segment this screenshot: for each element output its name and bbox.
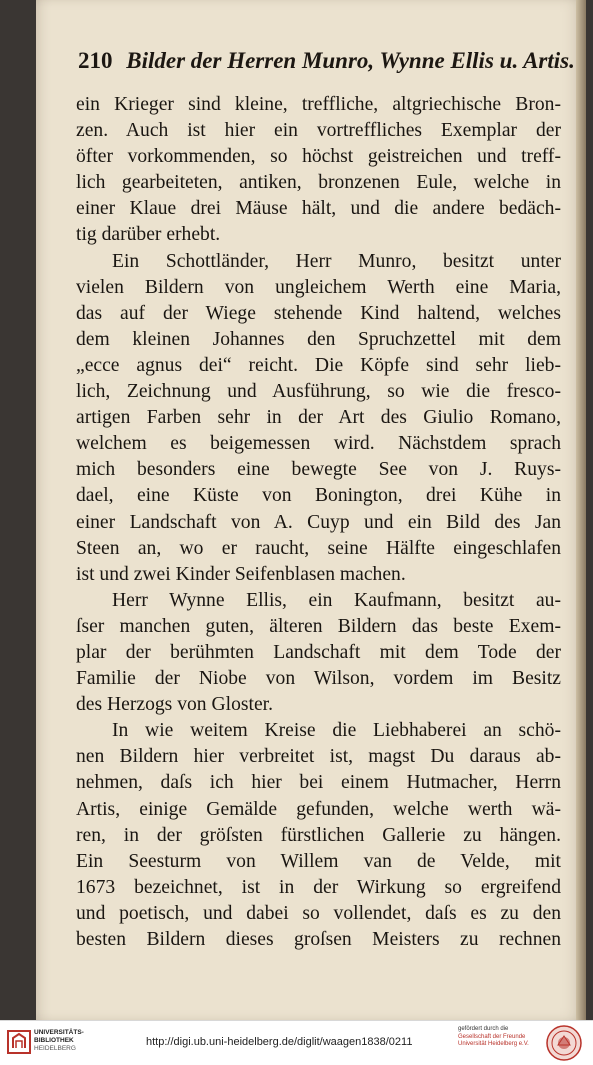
text-line: plar der berühmten Landschaft mit dem Tode der (76, 641, 561, 663)
running-head (78, 48, 575, 74)
library-name-line: UNIVERSITÄTS- (34, 1029, 84, 1036)
text-line: vielen Bildern von ungleichem Werth eine Maria, (76, 276, 561, 298)
text-line: Artis, einige Gemälde gefunden, welche werth wä- (76, 798, 561, 820)
permalink[interactable]: http://digi.ub.uni-heidelberg.de/diglit/waagen1838/0211 (146, 1036, 413, 1048)
text-line: zen. Auch ist hier ein vortreffliches Exemplar der (76, 120, 561, 142)
page-number: 210 (78, 48, 113, 73)
text-line: einer Landschaft von A. Cuyp und ein Bild des Jan (76, 511, 561, 533)
text-line: dael, eine Küste von Bonington, drei Kühe in (76, 485, 561, 507)
library-logo-icon (6, 1029, 32, 1055)
university-seal-icon (545, 1024, 583, 1062)
text-line: lich, Zeichnung und Ausführung, so wie die fresco- (76, 381, 561, 403)
text-line: „ecce agnus dei“ reicht. Die Köpfe sind sehr lieb- (76, 354, 561, 376)
library-name (34, 1029, 84, 1053)
running-title: Bilder der Herren Munro, Wynne Ellis u. Artis. (126, 48, 575, 73)
text-line: welchem es beigemessen wird. Nächstdem sprach (76, 433, 561, 455)
body-text (76, 92, 561, 953)
text-line: artigen Farben sehr in der Art des Giulio Romano, (76, 407, 561, 429)
sponsor-label: gefördert durch die (458, 1026, 509, 1032)
library-name-line: HEIDELBERG (34, 1045, 76, 1052)
text-line: nen Bildern hier verbreitet ist, magst Du daraus ab- (76, 746, 561, 768)
text-line: 1673 bezeichnet, ist in der Wirkung so ergreifend (76, 876, 561, 898)
text-line: ist und zwei Kinder Seifenblasen machen. (76, 563, 406, 585)
text-line: In wie weitem Kreise die Liebhaberei an schö- (112, 720, 561, 742)
text-line: tig darüber erhebt. (76, 224, 221, 246)
footer-bar (0, 1020, 593, 1065)
page-edge (576, 0, 586, 1020)
text-line: lich gearbeiteten, antiken, bronzenen Eule, welche in (76, 172, 561, 194)
text-line: Herr Wynne Ellis, ein Kaufmann, besitzt au- (112, 589, 561, 611)
text-line: mich besonders eine bewegte See von J. Ruys- (76, 459, 561, 481)
text-line: ein Krieger sind kleine, treffliche, altgriechische Bron- (76, 94, 561, 115)
text-line: dem kleinen Johannes den Spruchzettel mit dem (76, 328, 561, 350)
text-line: nehmen, daſs ich hier bei einem Hutmacher, Herrn (76, 772, 561, 794)
sponsor-org: Universität Heidelberg e.V. (458, 1041, 529, 1047)
library-name-line: BIBLIOTHEK (34, 1037, 74, 1044)
text-line: ſser manchen guten, älteren Bildern das beste Exem- (76, 615, 561, 637)
text-line: das auf der Wiege stehende Kind haltend, welches (76, 302, 561, 324)
text-line: öfter vorkommenden, so höchst geistreichen und treff- (76, 146, 561, 168)
text-line: Ein Schottländer, Herr Munro, besitzt unter (112, 250, 561, 272)
text-line: besten Bildern dieses groſsen Meisters zu rechnen (76, 929, 561, 950)
text-line: des Herzogs von Gloster. (76, 694, 273, 716)
text-line: einer Klaue drei Mäuse hält, und die andere bedäch- (76, 198, 561, 220)
text-line: Steen an, wo er raucht, seine Hälfte eingeschlafen (76, 537, 561, 559)
sponsor-org: Gesellschaft der Freunde (458, 1033, 526, 1040)
text-line: und poetisch, und dabei so vollendet, daſs es zu den (76, 902, 561, 924)
text-line: Ein Seesturm von Willem van de Velde, mit (76, 850, 561, 872)
text-line: Familie der Niobe von Wilson, vordem im Besitz (76, 668, 561, 690)
book-page (36, 0, 586, 1020)
sponsor-note (458, 1026, 536, 1049)
text-line: ren, in der gröſsten fürstlichen Gallerie zu hängen. (76, 824, 561, 846)
